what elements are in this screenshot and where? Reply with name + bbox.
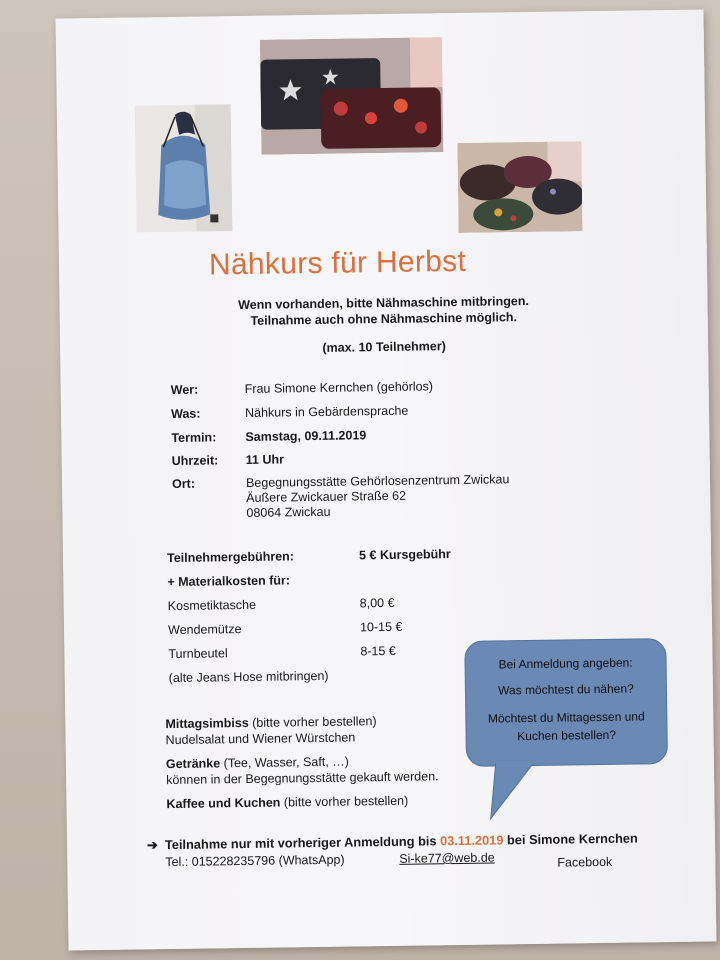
detail-value-uhrzeit: 11 Uhr	[245, 452, 285, 467]
cake-note: (bitte vorher bestellen)	[280, 793, 409, 810]
bubble-line-1: Bei Anmeldung angeben:	[498, 655, 633, 672]
page-title: Nähkurs für Herbst	[208, 244, 467, 282]
max-participants: (max. 10 Teilnehmer)	[322, 339, 446, 355]
arrow-right-icon: ➔	[146, 837, 158, 853]
detail-label-was: Was:	[170, 406, 201, 421]
material-item-price: 10-15 €	[359, 619, 403, 635]
phone-number: Tel.: 015228235796 (WhatsApp)	[165, 852, 345, 870]
detail-value-ort-3: 08064 Zwickau	[246, 504, 331, 520]
photo-turnbeutel	[135, 104, 233, 232]
bubble-line-4: Kuchen bestellen?	[517, 727, 617, 744]
lunch-title: Mittagsimbiss	[165, 715, 249, 732]
material-item-price: 8,00 €	[359, 595, 395, 611]
drinks-note: (Tee, Wasser, Saft, …)	[220, 754, 349, 771]
material-item-name: Wendemütze	[167, 622, 242, 638]
lunch-line	[165, 714, 376, 731]
detail-value-was: Nähkurs in Gebärdensprache	[244, 403, 409, 420]
detail-label-uhrzeit: Uhrzeit:	[171, 453, 219, 468]
detail-value-wer: Frau Simone Kernchen (gehörlos)	[244, 379, 434, 396]
email-link[interactable]: Si-ke77@web.de	[399, 850, 495, 866]
drinks-title: Getränke	[165, 756, 221, 772]
cake-title: Kaffee und Kuchen	[166, 795, 281, 812]
material-item-name: Kosmetiktasche	[167, 597, 257, 614]
signup-contact: bei Simone Kernchen	[503, 830, 638, 848]
lunch-note: (bitte vorher bestellen)	[248, 714, 377, 730]
detail-label-ort: Ort:	[171, 476, 196, 491]
detail-label-termin: Termin:	[171, 430, 217, 445]
material-note: (alte Jeans Hose mitbringen)	[168, 668, 329, 686]
flyer-page	[56, 10, 717, 951]
facebook-label: Facebook	[557, 854, 613, 870]
signup-line	[147, 831, 638, 854]
bubble-tail	[484, 760, 555, 821]
fees-value: 5 € Kursgebühr	[358, 547, 451, 563]
intro-line-2: Teilnahme auch ohne Nähmaschine möglich.	[250, 310, 518, 328]
detail-value-termin: Samstag, 09.11.2019	[245, 428, 367, 444]
detail-value-ort-1: Begegnungsstätte Gehörlosenzentrum Zwickau	[245, 472, 510, 490]
photo-kosmetiktaschen	[260, 37, 444, 155]
bubble-line-2: Was möchtest du nähen?	[498, 681, 634, 698]
signup-text: Teilnahme nur mit vorheriger Anmeldung bis	[164, 833, 441, 853]
lunch-menu: Nudelsalat und Wiener Würstchen	[165, 730, 356, 748]
material-item-price: 8-15 €	[360, 643, 396, 659]
material-item-name: Turnbeutel	[168, 646, 228, 662]
detail-value-ort-2: Äußere Zwickauer Straße 62	[246, 488, 407, 505]
intro-line-1: Wenn vorhanden, bitte Nähmaschine mitbringen.	[238, 293, 530, 313]
signup-info-bubble	[464, 638, 668, 767]
drinks-line	[166, 755, 349, 772]
bubble-line-3: Möchtest du Mittagessen und	[487, 709, 645, 726]
detail-label-wer: Wer:	[170, 382, 199, 397]
photo-wendemuetzen	[457, 141, 582, 233]
cake-line	[166, 794, 408, 811]
signup-deadline: 03.11.2019	[439, 832, 504, 849]
drinks-info: können in der Begegnungsstätte gekauft werden.	[166, 769, 439, 788]
material-label: + Materialkosten für:	[167, 573, 291, 590]
fees-label: Teilnehmergebühren:	[166, 549, 295, 566]
